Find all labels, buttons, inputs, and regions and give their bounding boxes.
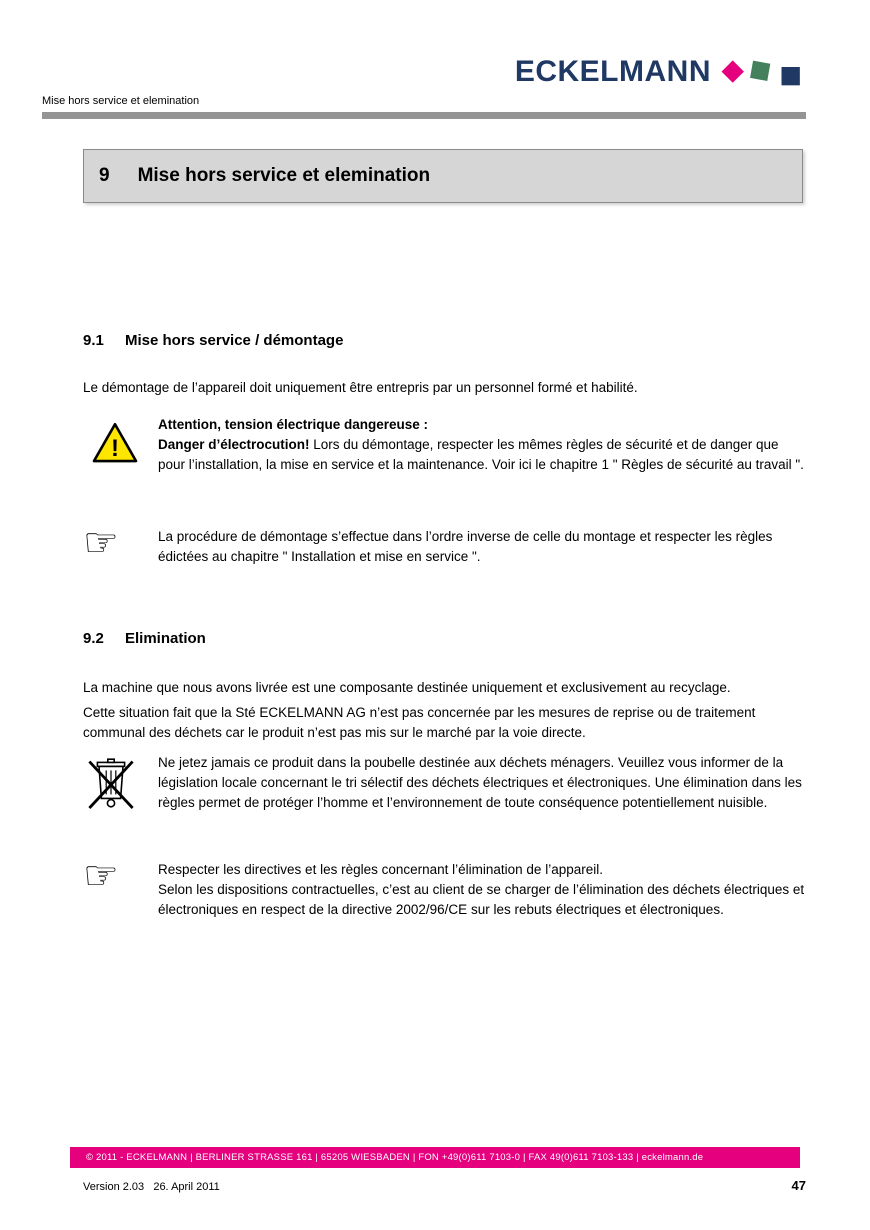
note2-line1: Respecter les directives et les règles concernant l’élimination de l’appareil. <box>158 862 603 877</box>
section-heading-9-1 <box>83 332 343 349</box>
chapter-title-box <box>83 149 803 203</box>
footer-address-bar <box>70 1147 800 1168</box>
section-title: Elimination <box>125 630 206 647</box>
chapter-title: Mise hors service et elemination <box>137 165 431 186</box>
header-divider <box>42 112 806 119</box>
warning-body <box>158 435 807 475</box>
note2-text <box>158 860 807 920</box>
weee-block <box>83 753 807 818</box>
page-number: 47 <box>791 1178 806 1193</box>
eckelmann-logo <box>514 55 810 88</box>
section-heading-9-2 <box>83 630 206 647</box>
note-block-1 <box>83 521 807 567</box>
weee-icon-cell <box>83 753 158 818</box>
note2-line2: Selon les dispositions contractuelles, c’est au client de se charger de l’élimination des déchets électriques et électroniques en respect de la directive 2002/96/CE sur les rebuts électriques et électroniques. <box>158 881 805 917</box>
svg-text:!: ! <box>111 434 119 462</box>
note-block-2 <box>83 854 807 920</box>
chapter-number: 9 <box>99 165 110 186</box>
note1-icon-cell <box>83 521 158 567</box>
logo-wordmark: ECKELMANN <box>514 55 711 88</box>
pointing-hand-icon: ☞ <box>83 521 119 565</box>
weee-text: Ne jetez jamais ce produit dans la poubelle destinée aux déchets ménagers. Veuillez vous informer de la législation locale concernant le tri sélectif des déchets électriques et électroniques. Une élimination dans les règles permet de protéger l’homme et l’environnement de toute conséquence potentiellement nuisible. <box>158 755 802 810</box>
paragraph-recycling: La machine que nous avons livrée est une composante destinée uniquement et exclusivement au recyclage. <box>83 680 731 695</box>
warning-triangle-icon <box>91 421 139 470</box>
warning-body-text: Lors du démontage, respecter les mêmes règles de sécurité et de danger que pour l’installation, la mise en service et la maintenance. Voir ici le chapitre 1 " Règles de sécurité au travail ". <box>158 436 804 472</box>
footer-version: Version 2.03 26. April 2011 <box>83 1181 220 1193</box>
warning-title: Attention, tension électrique dangereuse : <box>158 417 429 432</box>
logo-mark-icon <box>718 57 810 87</box>
pointing-hand-icon: ☞ <box>83 854 119 898</box>
intro-paragraph: Le démontage de l’appareil doit uniquement être entrepris par un personnel formé et habilité. <box>83 380 638 395</box>
section-number: 9.1 <box>83 332 104 349</box>
warning-block <box>83 415 807 475</box>
section-title: Mise hors service / démontage <box>125 332 344 349</box>
warning-icon-cell <box>83 415 158 475</box>
running-header: Mise hors service et elemination <box>42 95 200 107</box>
note2-icon-cell <box>83 854 158 920</box>
warning-bold-lead: Danger d’électrocution! <box>158 436 310 452</box>
crossed-out-bin-icon <box>87 755 135 818</box>
warning-text <box>158 415 807 475</box>
footer-copyright: © 2011 - ECKELMANN | BERLINER STRASSE 161 | 65205 WIESBADEN | FON +49(0)611 7103-0 | FAX 49(0)611 7103-133 | eckelmann.de <box>86 1152 704 1163</box>
section-number: 9.2 <box>83 630 104 647</box>
paragraph-responsibility: Cette situation fait que la Sté ECKELMANN AG n’est pas concernée par les mesures de reprise ou de traitement communal des déchets car le produit n’est pas mis sur le marché par la voie directe. <box>83 705 756 740</box>
note1-text: La procédure de démontage s’effectue dans l’ordre inverse de celle du montage et respecter les règles édictées au chapitre " Installation et mise en service ". <box>158 529 773 564</box>
